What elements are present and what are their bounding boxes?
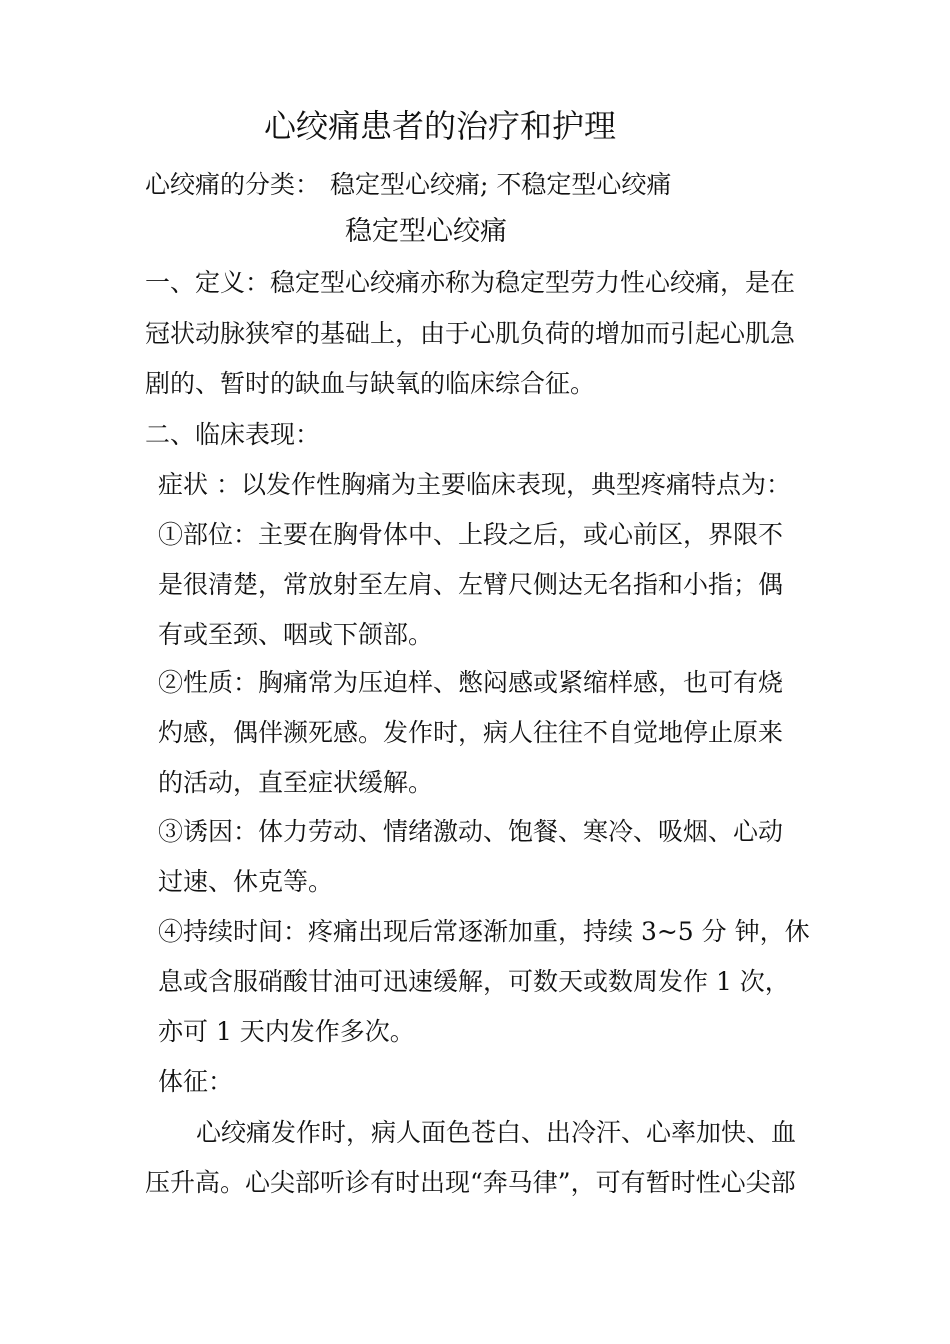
text-line-definition-2: 冠状动脉狭窄的基础上，由于心肌负荷的增加而引起心肌急 bbox=[145, 319, 796, 348]
text-line-definition-3: 剧的、暂时的缺血与缺氧的临床综合征。 bbox=[145, 369, 596, 398]
text-line-nature-1: ②性质：胸痛常为压迫样、憋闷感或紧缩样感，也可有烧 bbox=[158, 668, 784, 697]
text-line-location-3: 有或至颈、咽或下颌部。 bbox=[158, 620, 434, 649]
text-line-duration-2: 息或含服硝酸甘油可迅速缓解，可数天或数周发作 1 次， bbox=[158, 967, 790, 996]
text-line-nature-3: 的活动，直至症状缓解。 bbox=[158, 768, 434, 797]
text-line-location-1: ①部位：主要在胸骨体中、上段之后，或心前区，界限不 bbox=[158, 520, 784, 549]
text-line-trigger-1: ③诱因：体力劳动、情绪激动、饱餐、寒冷、吸烟、心动 bbox=[158, 817, 784, 846]
text-line-duration-1: ④持续时间：疼痛出现后常逐渐加重，持续 3~5 分 钟，休 bbox=[158, 917, 810, 946]
section-heading-signs: 体征： bbox=[158, 1067, 234, 1096]
text-line-trigger-2: 过速、休克等。 bbox=[158, 867, 334, 896]
text-line-signs-2: 压升高。心尖部听诊有时出现“奔马律”，可有暂时性心尖部 bbox=[145, 1168, 796, 1197]
text-line-duration-3: 亦可 1 天内发作多次。 bbox=[158, 1017, 415, 1046]
classification-line bbox=[145, 168, 671, 202]
section-title: 稳定型心绞痛 bbox=[345, 216, 507, 247]
text-line-nature-2: 灼感，偶伴濒死感。发作时，病人往往不自觉地停止原来 bbox=[158, 718, 784, 747]
text-line-symptoms: 症状 ：以发作性胸痛为主要临床表现，典型疼痛特点为： bbox=[158, 470, 791, 499]
section-heading-clinical: 二、临床表现： bbox=[145, 420, 321, 449]
text-line-location-2: 是很清楚，常放射至左肩、左臂尺侧达无名指和小指；偶 bbox=[158, 570, 784, 599]
document-title: 心绞痛患者的治疗和护理 bbox=[263, 107, 616, 145]
text-line-definition-1: 一、定义：稳定型心绞痛亦称为稳定型劳力性心绞痛，是在 bbox=[145, 268, 796, 297]
classification-label: 心绞痛的分类： bbox=[145, 170, 321, 199]
classification-value: 稳定型心绞痛; 不稳定型心绞痛 bbox=[330, 170, 672, 199]
text-line-signs-1: 心绞痛发作时，病人面色苍白、出冷汗、心率加快、血 bbox=[196, 1118, 797, 1147]
